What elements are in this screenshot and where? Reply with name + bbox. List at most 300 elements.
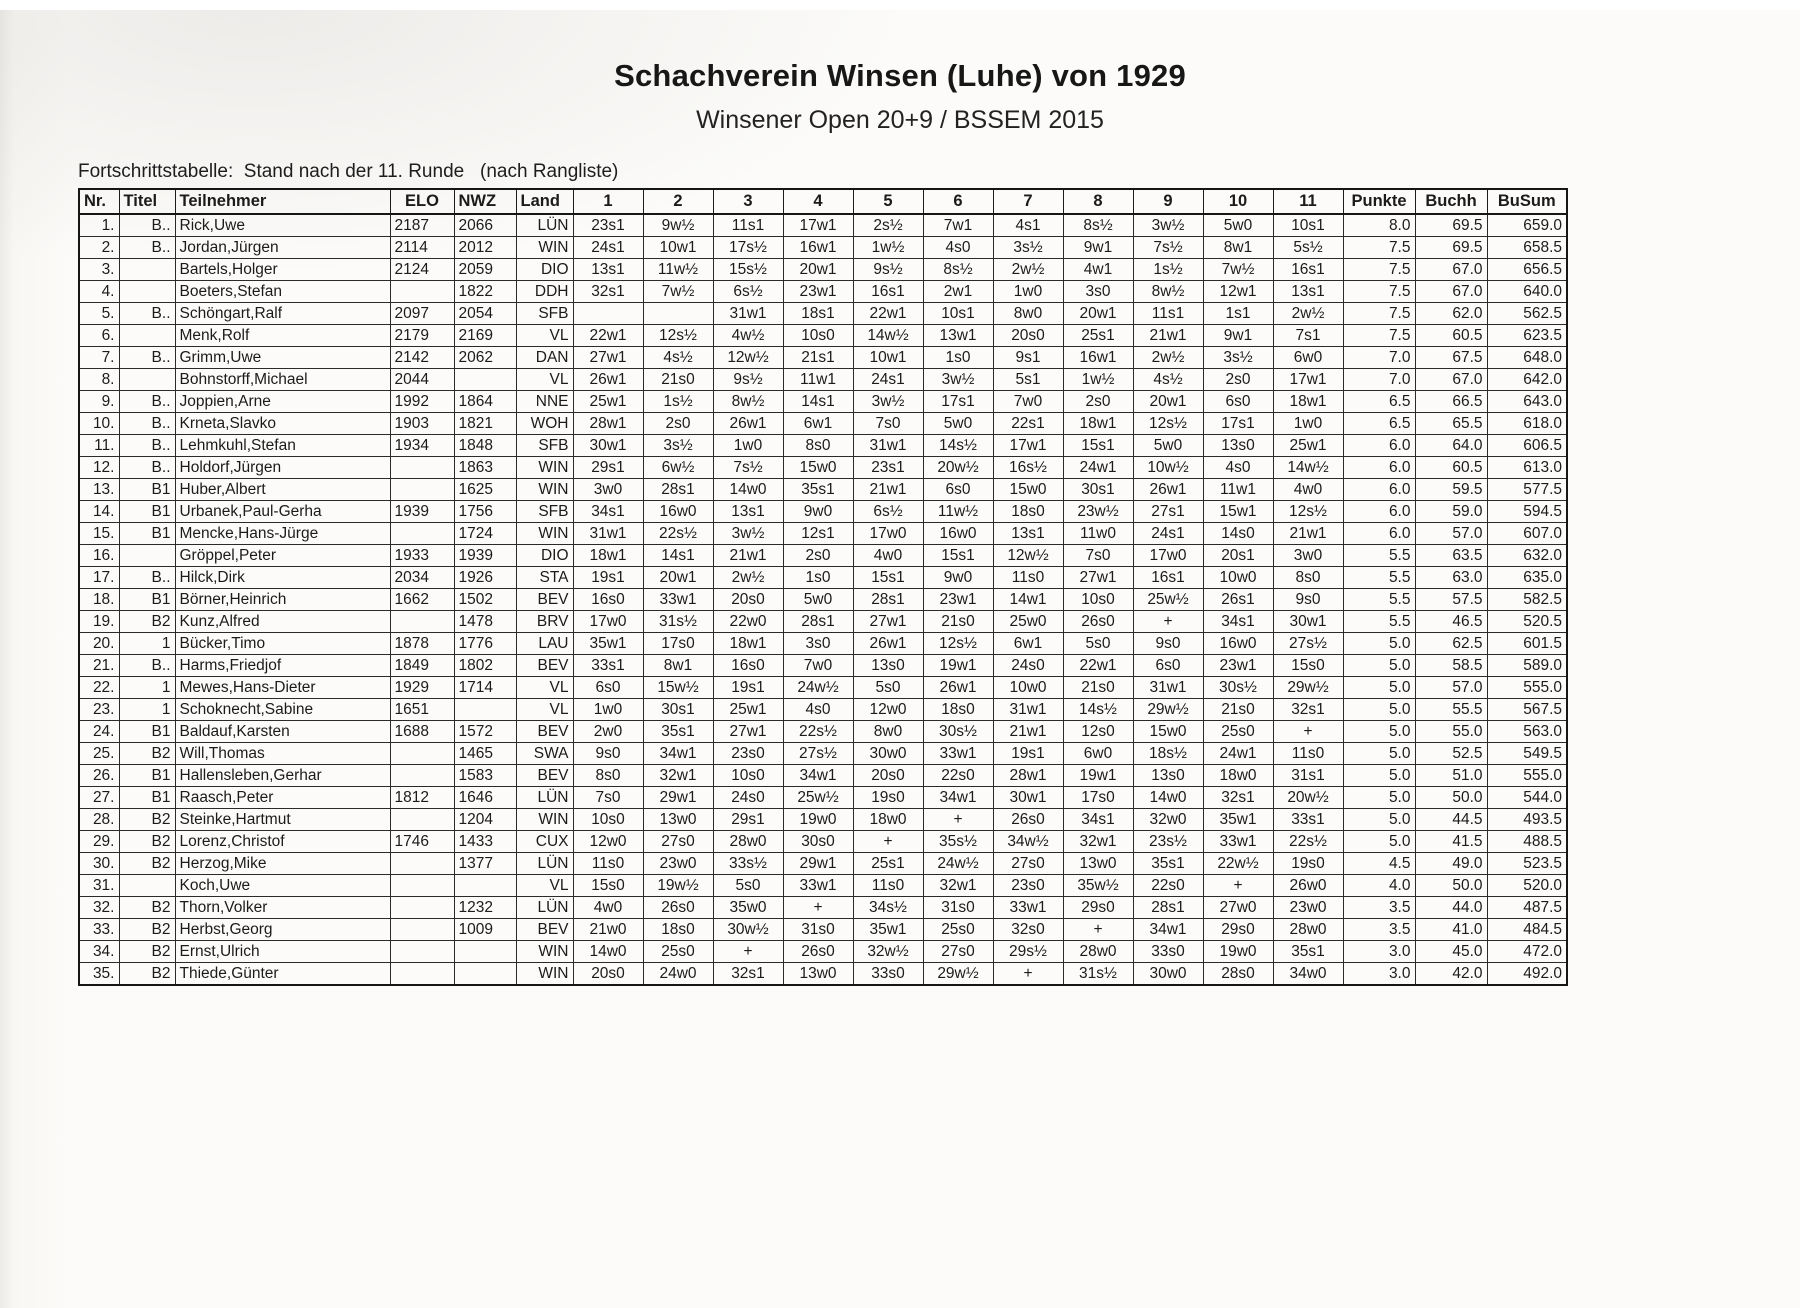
cell-land: SFB <box>516 303 573 325</box>
cell-nwz: 1864 <box>454 391 516 413</box>
cell-busum: 659.0 <box>1487 214 1567 237</box>
cell-r4: 20w1 <box>783 259 853 281</box>
cell-r1: 29s1 <box>573 457 643 479</box>
cell-r8: 11w0 <box>1063 523 1133 545</box>
cell-nwz: 1802 <box>454 655 516 677</box>
cell-r1: 16s0 <box>573 589 643 611</box>
cell-elo: 1812 <box>390 787 454 809</box>
cell-r6: 24w½ <box>923 853 993 875</box>
cell-titel: B.. <box>119 303 175 325</box>
cell-r11: 12s½ <box>1273 501 1343 523</box>
cell-r9: 16s1 <box>1133 567 1203 589</box>
cell-nwz: 1465 <box>454 743 516 765</box>
cell-elo: 1992 <box>390 391 454 413</box>
cell-r11: 35s1 <box>1273 941 1343 963</box>
cell-r10: 12w1 <box>1203 281 1273 303</box>
cell-titel: B2 <box>119 611 175 633</box>
cell-r10: 3s½ <box>1203 347 1273 369</box>
table-row <box>79 699 1567 721</box>
cell-r9: + <box>1133 611 1203 633</box>
cell-punkte: 7.5 <box>1343 259 1415 281</box>
cell-r4: 6w1 <box>783 413 853 435</box>
cell-r1: 10s0 <box>573 809 643 831</box>
cell-r8: 21s0 <box>1063 677 1133 699</box>
cell-nr: 30. <box>79 853 119 875</box>
cell-r4: 11w1 <box>783 369 853 391</box>
cell-r6: 12s½ <box>923 633 993 655</box>
table-row <box>79 611 1567 633</box>
cell-r5: 21w1 <box>853 479 923 501</box>
cell-nr: 7. <box>79 347 119 369</box>
cell-r10: 35w1 <box>1203 809 1273 831</box>
cell-r3: 29s1 <box>713 809 783 831</box>
cell-r1: 26w1 <box>573 369 643 391</box>
cell-r5: 33s0 <box>853 963 923 986</box>
cell-busum: 642.0 <box>1487 369 1567 391</box>
cell-busum: 607.0 <box>1487 523 1567 545</box>
cell-r2: 29w1 <box>643 787 713 809</box>
cell-r2: 7w½ <box>643 281 713 303</box>
cell-r2: 6w½ <box>643 457 713 479</box>
cell-teilnehmer: Baldauf,Karsten <box>175 721 390 743</box>
cell-r9: 31w1 <box>1133 677 1203 699</box>
cell-r3: 24s0 <box>713 787 783 809</box>
cell-teilnehmer: Gröppel,Peter <box>175 545 390 567</box>
cell-r4: 14s1 <box>783 391 853 413</box>
cell-buchh: 60.5 <box>1415 325 1487 347</box>
cell-buchh: 49.0 <box>1415 853 1487 875</box>
cell-r5: 9s½ <box>853 259 923 281</box>
cell-r8: 25s1 <box>1063 325 1133 347</box>
cell-r8: 2s0 <box>1063 391 1133 413</box>
cell-nr: 20. <box>79 633 119 655</box>
cell-nwz: 1756 <box>454 501 516 523</box>
cell-r1: 18w1 <box>573 545 643 567</box>
cell-r11: 5s½ <box>1273 237 1343 259</box>
cell-r8: 32w1 <box>1063 831 1133 853</box>
cell-r4: 18s1 <box>783 303 853 325</box>
cell-elo: 2034 <box>390 567 454 589</box>
cell-r9: 10w½ <box>1133 457 1203 479</box>
cell-punkte: 6.5 <box>1343 391 1415 413</box>
cell-r6: 9w0 <box>923 567 993 589</box>
cell-r2: 33w1 <box>643 589 713 611</box>
cell-r9: 29w½ <box>1133 699 1203 721</box>
cell-r6: 21s0 <box>923 611 993 633</box>
cell-titel: B.. <box>119 413 175 435</box>
cell-r5: 34s½ <box>853 897 923 919</box>
scan-top-edge <box>0 0 1800 10</box>
col-header-r8: 8 <box>1063 189 1133 214</box>
cell-r3: 33s½ <box>713 853 783 875</box>
cell-r9: 15w0 <box>1133 721 1203 743</box>
cell-r1: 32s1 <box>573 281 643 303</box>
cell-r9: 9s0 <box>1133 633 1203 655</box>
col-header-r3: 3 <box>713 189 783 214</box>
cell-nwz: 1572 <box>454 721 516 743</box>
cell-buchh: 46.5 <box>1415 611 1487 633</box>
cell-r10: 20s1 <box>1203 545 1273 567</box>
cell-busum: 492.0 <box>1487 963 1567 986</box>
cell-r4: 34w1 <box>783 765 853 787</box>
cell-r11: 15s0 <box>1273 655 1343 677</box>
cell-nr: 12. <box>79 457 119 479</box>
cell-r4: 22s½ <box>783 721 853 743</box>
cell-r1: 13s1 <box>573 259 643 281</box>
col-header-r10: 10 <box>1203 189 1273 214</box>
cell-r8: 13w0 <box>1063 853 1133 875</box>
cell-busum: 487.5 <box>1487 897 1567 919</box>
cell-elo: 2179 <box>390 325 454 347</box>
cell-punkte: 7.0 <box>1343 347 1415 369</box>
cell-punkte: 5.5 <box>1343 611 1415 633</box>
table-row <box>79 237 1567 259</box>
cell-elo <box>390 963 454 986</box>
cell-punkte: 6.0 <box>1343 457 1415 479</box>
cell-titel: B.. <box>119 435 175 457</box>
cell-r3: 6s½ <box>713 281 783 303</box>
cell-r11: 18w1 <box>1273 391 1343 413</box>
cell-r1: 12w0 <box>573 831 643 853</box>
cell-r7: 32s0 <box>993 919 1063 941</box>
cell-punkte: 6.0 <box>1343 523 1415 545</box>
cell-titel: B2 <box>119 743 175 765</box>
cell-nr: 18. <box>79 589 119 611</box>
col-header-teilnehmer: Teilnehmer <box>175 189 390 214</box>
cell-r3: 2w½ <box>713 567 783 589</box>
table-row <box>79 721 1567 743</box>
cell-r1: 2w0 <box>573 721 643 743</box>
cell-teilnehmer: Thorn,Volker <box>175 897 390 919</box>
cell-land: BEV <box>516 655 573 677</box>
cell-land: LÜN <box>516 787 573 809</box>
cell-titel <box>119 875 175 897</box>
cell-punkte: 4.5 <box>1343 853 1415 875</box>
col-header-r5: 5 <box>853 189 923 214</box>
cell-r6: 22s0 <box>923 765 993 787</box>
cell-r11: 9s0 <box>1273 589 1343 611</box>
cell-busum: 601.5 <box>1487 633 1567 655</box>
cell-nr: 34. <box>79 941 119 963</box>
cell-r5: + <box>853 831 923 853</box>
cell-buchh: 57.5 <box>1415 589 1487 611</box>
table-row <box>79 545 1567 567</box>
cell-r2: 20w1 <box>643 567 713 589</box>
cell-r7: 8w0 <box>993 303 1063 325</box>
cell-r9: 21w1 <box>1133 325 1203 347</box>
table-row <box>79 809 1567 831</box>
cell-busum: 472.0 <box>1487 941 1567 963</box>
cell-r9: 1s½ <box>1133 259 1203 281</box>
cell-r11: 8s0 <box>1273 567 1343 589</box>
cell-buchh: 52.5 <box>1415 743 1487 765</box>
cell-r6: 20w½ <box>923 457 993 479</box>
cell-elo <box>390 897 454 919</box>
cell-nwz: 1625 <box>454 479 516 501</box>
cell-elo: 1651 <box>390 699 454 721</box>
cell-r11: 26w0 <box>1273 875 1343 897</box>
cell-nr: 17. <box>79 567 119 589</box>
cell-elo: 2044 <box>390 369 454 391</box>
cell-r9: 4s½ <box>1133 369 1203 391</box>
cell-r4: 10s0 <box>783 325 853 347</box>
cell-r10: 28s0 <box>1203 963 1273 986</box>
cell-punkte: 7.5 <box>1343 303 1415 325</box>
table-row <box>79 919 1567 941</box>
cell-r11: 1w0 <box>1273 413 1343 435</box>
cell-titel: B1 <box>119 589 175 611</box>
cell-r10: 9w1 <box>1203 325 1273 347</box>
cell-r2: 23w0 <box>643 853 713 875</box>
cell-r7: 3s½ <box>993 237 1063 259</box>
cell-r3: 26w1 <box>713 413 783 435</box>
cell-busum: 520.0 <box>1487 875 1567 897</box>
cell-r10: 27w0 <box>1203 897 1273 919</box>
cell-nr: 16. <box>79 545 119 567</box>
cell-r9: 14w0 <box>1133 787 1203 809</box>
cell-titel <box>119 281 175 303</box>
cell-r9: 23s½ <box>1133 831 1203 853</box>
cell-r4: 16w1 <box>783 237 853 259</box>
cell-elo <box>390 919 454 941</box>
cell-buchh: 69.5 <box>1415 214 1487 237</box>
cell-r7: 33w1 <box>993 897 1063 919</box>
cell-r3: 4w½ <box>713 325 783 347</box>
cell-r8: 8s½ <box>1063 214 1133 237</box>
cell-buchh: 59.5 <box>1415 479 1487 501</box>
cell-r8: + <box>1063 919 1133 941</box>
cell-teilnehmer: Schoknecht,Sabine <box>175 699 390 721</box>
cell-r2: 4s½ <box>643 347 713 369</box>
cell-r7: 11s0 <box>993 567 1063 589</box>
cell-r8: 31s½ <box>1063 963 1133 986</box>
table-header-row <box>79 189 1567 214</box>
cell-nwz: 1776 <box>454 633 516 655</box>
col-header-r9: 9 <box>1133 189 1203 214</box>
cell-r2: 28s1 <box>643 479 713 501</box>
cell-r6: 17s1 <box>923 391 993 413</box>
cell-busum: 555.0 <box>1487 677 1567 699</box>
cell-elo <box>390 281 454 303</box>
cell-r10: 10w0 <box>1203 567 1273 589</box>
cell-r6: 23w1 <box>923 589 993 611</box>
cell-r8: 17s0 <box>1063 787 1133 809</box>
table-row <box>79 633 1567 655</box>
cell-r5: 6s½ <box>853 501 923 523</box>
cell-r2: 22s½ <box>643 523 713 545</box>
col-header-punkte: Punkte <box>1343 189 1415 214</box>
cell-r10: 29s0 <box>1203 919 1273 941</box>
cell-r7: 7w0 <box>993 391 1063 413</box>
cell-punkte: 6.5 <box>1343 413 1415 435</box>
cell-r10: 11w1 <box>1203 479 1273 501</box>
cell-nwz: 2062 <box>454 347 516 369</box>
cell-r10: 23w1 <box>1203 655 1273 677</box>
cell-r10: 16w0 <box>1203 633 1273 655</box>
cell-r1: 17w0 <box>573 611 643 633</box>
cell-nr: 21. <box>79 655 119 677</box>
cell-r8: 4w1 <box>1063 259 1133 281</box>
cell-r2: 14s1 <box>643 545 713 567</box>
cell-nwz: 1478 <box>454 611 516 633</box>
col-header-nwz: NWZ <box>454 189 516 214</box>
cell-r9: 7s½ <box>1133 237 1203 259</box>
cell-r8: 29s0 <box>1063 897 1133 919</box>
cell-r5: 24s1 <box>853 369 923 391</box>
cell-r2: 30s1 <box>643 699 713 721</box>
cell-r7: 24s0 <box>993 655 1063 677</box>
cell-r6: 19w1 <box>923 655 993 677</box>
cell-r3: 10s0 <box>713 765 783 787</box>
table-row <box>79 501 1567 523</box>
cell-elo <box>390 611 454 633</box>
cell-r8: 35w½ <box>1063 875 1133 897</box>
cell-r10: 32s1 <box>1203 787 1273 809</box>
cell-r4: 26s0 <box>783 941 853 963</box>
cell-nwz <box>454 941 516 963</box>
cell-punkte: 6.0 <box>1343 435 1415 457</box>
cell-r10: 13s0 <box>1203 435 1273 457</box>
cell-nwz: 1926 <box>454 567 516 589</box>
cell-elo: 1688 <box>390 721 454 743</box>
cell-r9: 13s0 <box>1133 765 1203 787</box>
cell-r11: 11s0 <box>1273 743 1343 765</box>
cell-titel: B2 <box>119 809 175 831</box>
cell-buchh: 64.0 <box>1415 435 1487 457</box>
cell-r1: 28w1 <box>573 413 643 435</box>
cell-elo: 1929 <box>390 677 454 699</box>
cell-nr: 23. <box>79 699 119 721</box>
cell-teilnehmer: Krneta,Slavko <box>175 413 390 435</box>
cell-punkte: 5.0 <box>1343 831 1415 853</box>
cell-nwz: 1863 <box>454 457 516 479</box>
cell-r10: 14s0 <box>1203 523 1273 545</box>
cell-r8: 30s1 <box>1063 479 1133 501</box>
table-row <box>79 941 1567 963</box>
cell-buchh: 63.0 <box>1415 567 1487 589</box>
cell-r10: 6s0 <box>1203 391 1273 413</box>
cell-buchh: 63.5 <box>1415 545 1487 567</box>
cell-r7: 5s1 <box>993 369 1063 391</box>
cell-r3: 21w1 <box>713 545 783 567</box>
cell-r4: 27s½ <box>783 743 853 765</box>
table-row <box>79 677 1567 699</box>
cell-r7: 6w1 <box>993 633 1063 655</box>
cell-r2: 11w½ <box>643 259 713 281</box>
cell-r5: 10w1 <box>853 347 923 369</box>
cell-r5: 17w0 <box>853 523 923 545</box>
cell-nr: 31. <box>79 875 119 897</box>
cell-r9: 22s0 <box>1133 875 1203 897</box>
cell-teilnehmer: Bartels,Holger <box>175 259 390 281</box>
cell-elo <box>390 479 454 501</box>
table-body <box>79 214 1567 985</box>
cell-teilnehmer: Herbst,Georg <box>175 919 390 941</box>
cell-r1: 33s1 <box>573 655 643 677</box>
cell-land: WIN <box>516 237 573 259</box>
cell-punkte: 5.0 <box>1343 743 1415 765</box>
cell-punkte: 5.0 <box>1343 809 1415 831</box>
cell-teilnehmer: Bücker,Timo <box>175 633 390 655</box>
cell-land: CUX <box>516 831 573 853</box>
cell-r9: 24s1 <box>1133 523 1203 545</box>
cell-titel: B.. <box>119 457 175 479</box>
cell-r3: 35w0 <box>713 897 783 919</box>
cell-punkte: 5.0 <box>1343 699 1415 721</box>
cell-busum: 555.0 <box>1487 765 1567 787</box>
cell-busum: 523.5 <box>1487 853 1567 875</box>
cell-r2: 32w1 <box>643 765 713 787</box>
cell-r4: 4s0 <box>783 699 853 721</box>
cell-r8: 28w0 <box>1063 941 1133 963</box>
table-row <box>79 259 1567 281</box>
cell-r1 <box>573 303 643 325</box>
cell-r11: 23w0 <box>1273 897 1343 919</box>
cell-busum: 606.5 <box>1487 435 1567 457</box>
cell-nwz: 1714 <box>454 677 516 699</box>
cell-teilnehmer: Mencke,Hans-Jürge <box>175 523 390 545</box>
cell-r7: 27s0 <box>993 853 1063 875</box>
cell-r9: 26w1 <box>1133 479 1203 501</box>
cell-r9: 6s0 <box>1133 655 1203 677</box>
cell-r5: 5s0 <box>853 677 923 699</box>
cell-busum: 658.5 <box>1487 237 1567 259</box>
cell-land: SFB <box>516 435 573 457</box>
document-header <box>0 58 1800 135</box>
cell-r1: 11s0 <box>573 853 643 875</box>
cell-r10: + <box>1203 875 1273 897</box>
cell-r4: + <box>783 897 853 919</box>
cell-r9: 35s1 <box>1133 853 1203 875</box>
cell-r1: 27w1 <box>573 347 643 369</box>
cell-r3: 20s0 <box>713 589 783 611</box>
cell-r6: 30s½ <box>923 721 993 743</box>
cell-titel: B1 <box>119 523 175 545</box>
cell-titel: B.. <box>119 214 175 237</box>
cell-punkte: 7.5 <box>1343 237 1415 259</box>
cell-teilnehmer: Thiede,Günter <box>175 963 390 986</box>
cell-r2: 13w0 <box>643 809 713 831</box>
cell-elo <box>390 765 454 787</box>
cell-r6: 14s½ <box>923 435 993 457</box>
cell-nwz: 1848 <box>454 435 516 457</box>
cell-elo: 1849 <box>390 655 454 677</box>
cell-r3: 9s½ <box>713 369 783 391</box>
cell-nwz: 1724 <box>454 523 516 545</box>
cell-titel: 1 <box>119 677 175 699</box>
table-row <box>79 325 1567 347</box>
cell-r6: 35s½ <box>923 831 993 853</box>
cell-nr: 26. <box>79 765 119 787</box>
cell-r3: 30w½ <box>713 919 783 941</box>
cell-busum: 563.0 <box>1487 721 1567 743</box>
cell-r9: 25w½ <box>1133 589 1203 611</box>
table-row <box>79 831 1567 853</box>
cell-r4: 23w1 <box>783 281 853 303</box>
cell-nwz <box>454 963 516 986</box>
cell-buchh: 41.5 <box>1415 831 1487 853</box>
cell-r6: + <box>923 809 993 831</box>
cell-titel <box>119 259 175 281</box>
cell-nwz: 2054 <box>454 303 516 325</box>
cell-r6: 31s0 <box>923 897 993 919</box>
cell-r4: 1s0 <box>783 567 853 589</box>
cell-nr: 5. <box>79 303 119 325</box>
cell-busum: 577.5 <box>1487 479 1567 501</box>
cell-nr: 11. <box>79 435 119 457</box>
cell-r8: 1w½ <box>1063 369 1133 391</box>
cell-r8: 12s0 <box>1063 721 1133 743</box>
